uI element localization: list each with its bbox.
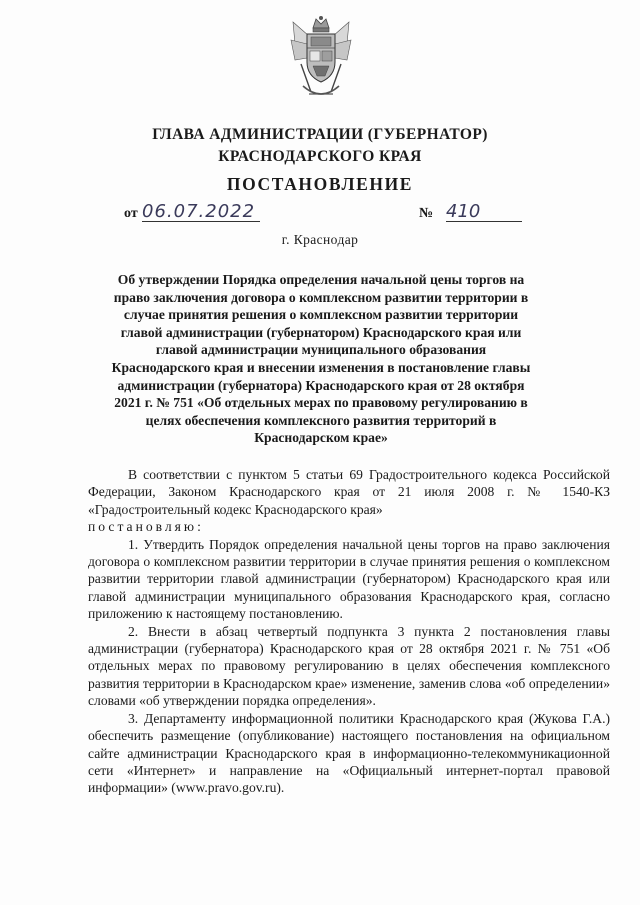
item-1: 1. Утвердить Порядок определения начальной цены торгов на право заключения договора о комплексном развитии территории в случае принятия решения о комплексном развитии территории главой администрации (губернатором) Краснодарского края или главой администрации муниципального образования Краснодарского края, согласно приложению к настоящему постановлению. [88, 536, 610, 622]
city: г. Краснодар [281, 232, 359, 247]
date-number-line [124, 201, 524, 225]
issuing-authority [0, 124, 640, 168]
number-prefix: № [419, 206, 434, 221]
document-date: 06.07.2022 [142, 201, 260, 222]
authority-line-2: КРАСНОДАРСКОГО КРАЯ [218, 148, 422, 165]
document-title: Об утверждении Порядка определения начальной цены торгов на право заключения договора о комплексном развитии территории в случае принятия решения о комплексном развитии территории главой администрации (губернатором) Краснодарского края или главой администрации муниципального образования Краснодарского края и внесении изменения в постановление главы администрации (губернатора) Краснодарского края от 28 октября 2021 г. № 751 «Об отдельных мерах по правовому регулированию в целях обеспечения комплексного развития территорий в Краснодарском крае» [111, 272, 531, 446]
item-3: 3. Департаменту информационной политики Краснодарского края (Жукова Г.А.) обеспечить размещение (опубликование) настоящего постановления на официальном сайте администрации Краснодарского края в информационно-телекоммуникационной сети «Интернет» и направление на «Официальный интернет-портал правовой информации» (www.pravo.gov.ru). [88, 710, 610, 796]
resolve-word: постановляю: [88, 519, 204, 535]
document-body [88, 466, 610, 797]
authority-line-1: ГЛАВА АДМИНИСТРАЦИИ (ГУБЕРНАТОР) [152, 126, 488, 143]
item-2: 2. Внести в абзац четвертый подпункта 3 пункта 2 постановления главы администрации (губернатора) Краснодарского края от 28 октября 2021 г. № 751 «Об отдельных мерах по правовому регулированию в целях обеспечения комплексного развития территории в Краснодарском крае» изменение, заменив слова «об определении» словами «об утверждении порядка определения». [88, 623, 610, 709]
document-number: 410 [446, 201, 522, 222]
document-type: ПОСТАНОВЛЕНИЕ [226, 174, 414, 194]
date-prefix: от [124, 206, 138, 221]
preamble: В соответствии с пунктом 5 статьи 69 Градостроительного кодекса Российской Федерации, Законом Краснодарского края от 21 июля 2008 г. № 1540-КЗ «Градостроительный кодекс Краснодарского края» [88, 467, 610, 517]
krasnodar-coat-of-arms-icon [289, 14, 353, 102]
